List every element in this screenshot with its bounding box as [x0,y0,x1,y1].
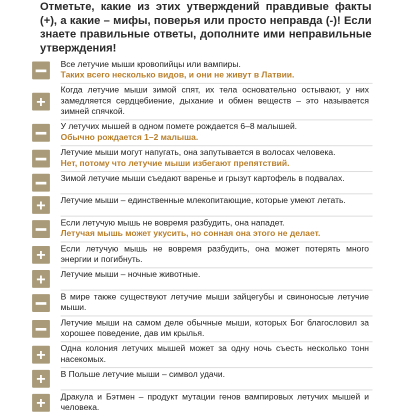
statement-text [61,344,369,365]
minus-icon [32,61,50,79]
plus-icon [32,246,50,264]
plus-icon [32,93,50,111]
statement-label: Когда летучие мыши зимой спят, их тела основательно остывают, у них замедляется сердцебиение, дыхание и обмен веществ – это называется зимней спячкой. [60,85,369,117]
statement-label: Зимой летучие мыши съедают варенье и грызут картофель в подвалах. [60,173,345,184]
statement-text [61,196,369,207]
statement-label: Летучие мыши могут напугать, она запутывается в волосах человека. [60,147,336,158]
statement-text [61,122,369,143]
correct-answer: Летучая мышь может укусить, но сонная она этого не делает. [60,229,321,239]
statement-text [61,370,369,381]
statement-text [61,392,369,413]
row-divider [61,216,373,217]
statement-label: Летучие мыши на самом деле обычные мыши, которых Бог благословил за хорошее поведение, дав им крылья. [60,318,369,339]
statement-label: Одна колония летучих мышей может за одну ночь съесть несколько тонн насекомых. [60,344,369,365]
minus-icon [32,220,50,238]
row-divider [61,267,373,268]
row-divider [61,119,373,120]
statement-text [61,148,369,169]
row-divider [61,83,373,84]
row-divider [61,341,373,342]
minus-icon [32,174,50,192]
plus-icon [32,346,50,364]
statement-label: Летучие мыши – ночные животные. [60,270,201,280]
plus-icon [32,370,50,388]
statement-label: Дракула и Бэтмен – продукт мутации генов вампировых летучих мышей и человека. [60,392,369,413]
row-divider [61,145,373,146]
row-divider [61,367,373,368]
minus-icon [32,124,50,142]
statement-text [61,174,369,185]
plus-icon [32,270,50,288]
plus-icon [32,394,50,412]
statement-text [61,218,369,239]
statement-text [61,60,369,81]
statement-text [61,244,369,265]
statement-label: Если летучую мышь не вовремя разбудить, она может потерять много энергии и погибнуть. [60,244,369,265]
statement-label: У летучих мышей в одном помете рождается 6–8 малышей. [60,122,298,132]
correct-answer: Таких всего несколько видов, и они не живут в Латвии. [60,70,295,81]
minus-icon [32,150,50,168]
statement-label: В мире также существуют летучие мыши зайцегубы и свиноносые летучие мыши. [60,292,369,313]
row-divider [61,242,373,243]
correct-answer: Обычно рождается 1–2 малыша. [60,132,199,143]
row-divider [61,389,373,390]
statement-text [61,292,369,313]
minus-icon [32,320,50,338]
statement-text [61,86,369,118]
statement-label: В Польше летучие мыши – символ удачи. [60,369,225,380]
row-divider [61,193,373,194]
statement-label: Все летучие мыши кровопийцы или вампиры. [60,59,241,70]
minus-icon [32,294,50,312]
instructions-heading: Отметьте, какие из этих утверждений правдивые факты (+), а какие – мифы, поверья или просто неправда (-)! Если знаете правильные ответы, дополните ими неправильные утверждения! [40,0,372,54]
statement-label: Летучие мыши – единственные млекопитающие, которые умеют летать. [60,196,346,206]
statement-text [61,270,369,281]
statement-text [61,318,369,339]
row-divider [61,316,373,317]
plus-icon [32,196,50,214]
row-divider [61,290,373,291]
correct-answer: Нет, потому что летучие мыши избегают препятствий. [60,158,290,169]
row-divider [61,171,373,172]
statement-label: Если летучую мышь не вовремя разбудить, она нападет. [60,218,285,229]
